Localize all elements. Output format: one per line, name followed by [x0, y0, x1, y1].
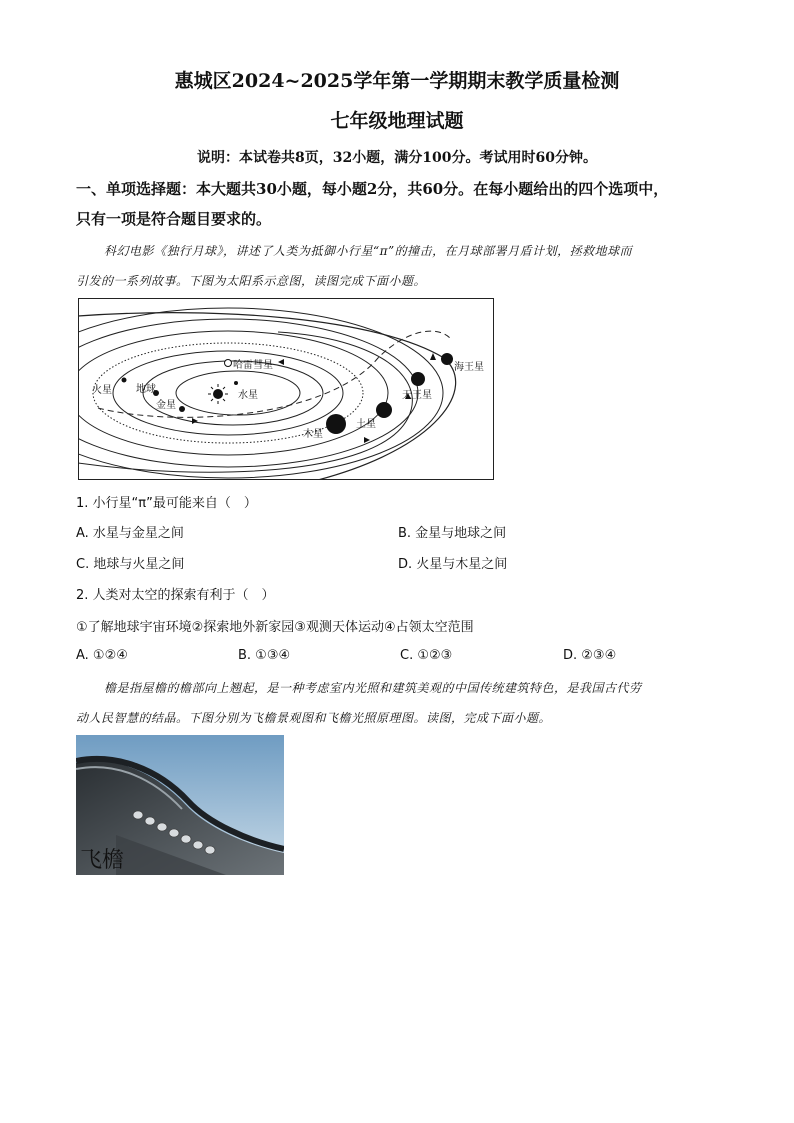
label-mars: 火星 — [92, 385, 112, 396]
mars-dot — [122, 378, 127, 383]
section-heading-line2: 只有一项是符合题目要求的。 — [76, 210, 272, 228]
label-saturn: 土星 — [356, 419, 376, 430]
q2-option-b[interactable]: B. ①③④ — [238, 648, 291, 663]
label-earth: 地球 — [136, 384, 156, 395]
sun-icon — [213, 389, 223, 399]
passage1-line1: 科幻电影《独行月球》，讲述了人类为抵御小行星“π”的撞击，在月球部署月盾计划，拯救地球而 — [104, 244, 633, 258]
label-jupiter: 木星 — [303, 429, 323, 440]
q2-option-a[interactable]: A. ①②④ — [76, 648, 128, 663]
mercury-dot — [234, 381, 238, 385]
exam-note: 说明：本试卷共8页，32小题，满分100分。考试用时60分钟。 — [197, 150, 597, 166]
solar-system-figure — [78, 298, 494, 480]
label-uranus: 天王星 — [402, 390, 432, 401]
jupiter-dot — [326, 414, 346, 434]
uranus-dot — [411, 372, 425, 386]
section-heading-line1: 一、单项选择题：本大题共30小题，每小题2分，共60分。在每小题给出的四个选项中， — [76, 180, 669, 198]
q1-option-d[interactable]: D. 火星与木星之间 — [398, 557, 508, 572]
q2-items: ①了解地球宇宙环境②探索地外新家园③观测天体运动④占领太空范围 — [76, 620, 474, 635]
venus-dot — [179, 406, 185, 412]
neptune-dot — [441, 353, 453, 365]
passage1-line2: 引发的一系列故事。下图为太阳系示意图，读图完成下面小题。 — [76, 274, 427, 288]
exam-title: 惠城区2024~2025学年第一学期期末教学质量检测 — [174, 70, 620, 92]
solar-system-diagram — [78, 298, 494, 480]
q2-stem: 2. 人类对太空的探索有利于（ ） — [76, 588, 275, 603]
halley-comet-icon — [225, 360, 232, 367]
q2-option-c[interactable]: C. ①②③ — [400, 648, 453, 663]
q1-option-c[interactable]: C. 地球与火星之间 — [76, 557, 185, 572]
label-mercury: 水星 — [238, 390, 258, 401]
label-halley: 哈雷彗星 — [233, 360, 273, 371]
passage2-line2: 动人民智慧的结晶。下图分别为飞檐景观图和飞檐光照原理图。读图，完成下面小题。 — [76, 711, 552, 725]
flying-eaves-photo — [76, 735, 284, 875]
label-neptune: 海王星 — [454, 362, 484, 373]
q1-option-a[interactable]: A. 水星与金星之间 — [76, 526, 184, 541]
passage2-line1: 檐是指屋檐的檐部向上翘起，是一种考虑室内光照和建筑美观的中国传统建筑特色，是我国古代劳 — [104, 681, 642, 695]
exam-subtitle: 七年级地理试题 — [330, 110, 464, 132]
q1-option-b[interactable]: B. 金星与地球之间 — [398, 526, 507, 541]
saturn-dot — [376, 402, 392, 418]
label-venus: 金星 — [156, 400, 176, 411]
q1-stem: 1. 小行星“π”最可能来自（ ） — [76, 496, 257, 511]
photo-caption: 飞檐 — [80, 848, 125, 873]
q2-option-d[interactable]: D. ②③④ — [563, 648, 617, 663]
